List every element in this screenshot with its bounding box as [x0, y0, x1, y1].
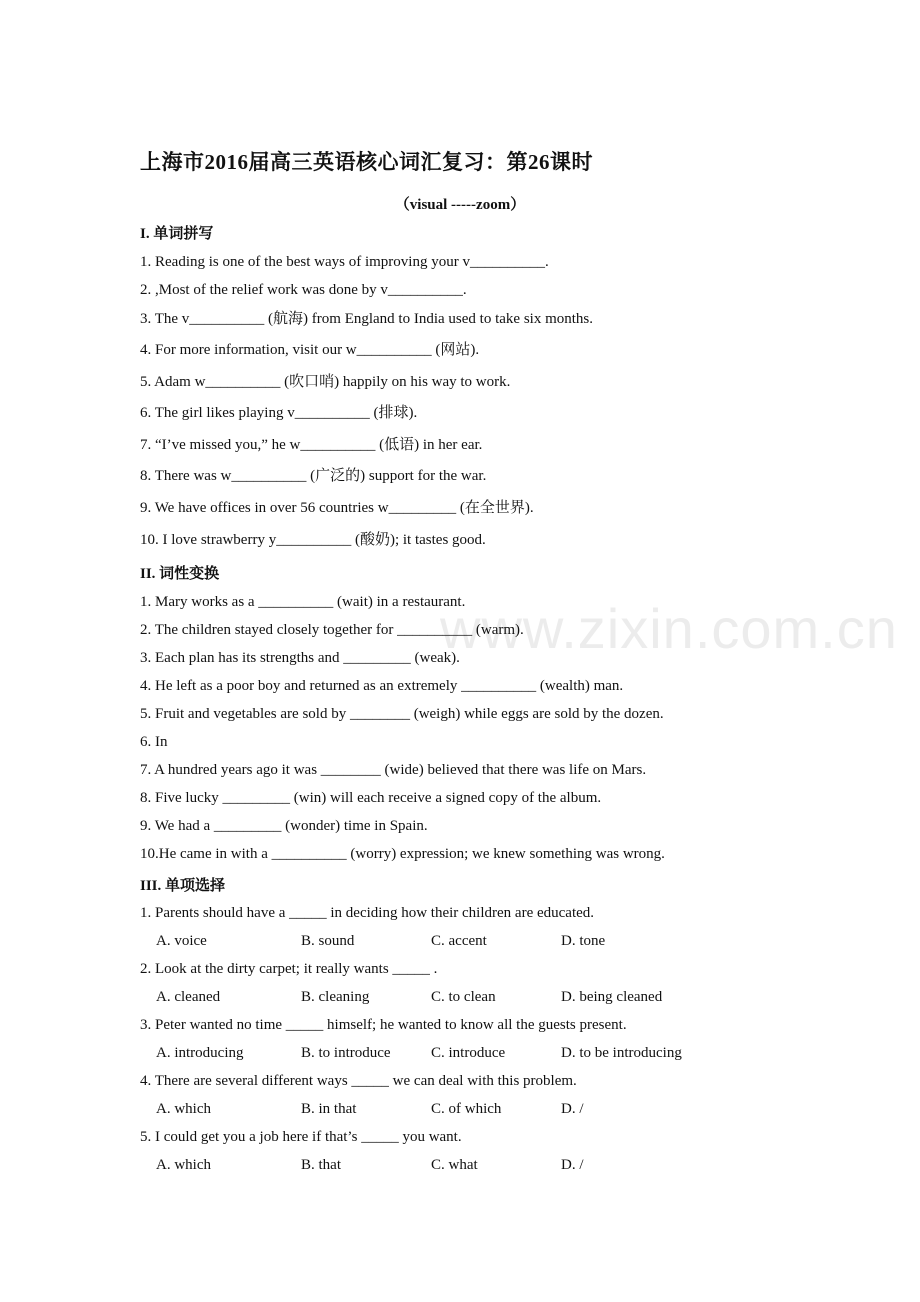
spelling-item: 4. For more information, visit our w__________ (网站). [140, 342, 480, 358]
option-b: B. that [301, 1157, 341, 1173]
question-stem: 1. Parents should have a _____ in deciding how their children are educated. [140, 905, 595, 921]
page-subtitle: （visual -----zoom） [394, 197, 526, 213]
option-c: C. what [431, 1157, 478, 1173]
spelling-item: 2. ,Most of the relief work was done by v__________. [140, 282, 467, 298]
word-form-item: 8. Five lucky _________ (win) will each receive a signed copy of the album. [140, 790, 602, 806]
page-title: 上海市2016届高三英语核心词汇复习：第26课时 [140, 150, 593, 174]
spelling-item: 9. We have offices in over 56 countries w_________ (在全世界). [140, 500, 534, 516]
option-d: D. to be introducing [561, 1045, 682, 1061]
spelling-item: 5. Adam w__________ (吹口哨) happily on his way to work. [140, 374, 511, 390]
option-c: C. of which [431, 1101, 502, 1117]
section-heading-multiple-choice: III. 单项选择 [140, 878, 226, 894]
option-d: D. / [561, 1101, 584, 1117]
option-b: B. cleaning [301, 989, 370, 1005]
spelling-item: 6. The girl likes playing v__________ (排球). [140, 405, 418, 421]
option-d: D. / [561, 1157, 584, 1173]
option-a: A. cleaned [156, 989, 221, 1005]
question-stem: 3. Peter wanted no time _____ himself; he wanted to know all the guests present. [140, 1017, 627, 1033]
option-c: C. accent [431, 933, 487, 949]
option-a: A. introducing [156, 1045, 244, 1061]
spelling-item: 10. I love strawberry y__________ (酸奶); it tastes good. [140, 532, 486, 548]
spelling-item: 8. There was w__________ (广泛的) support for the war. [140, 468, 487, 484]
word-form-item: 4. He left as a poor boy and returned as an extremely __________ (wealth) man. [140, 678, 624, 694]
word-form-item: 10.He came in with a __________ (worry) expression; we knew something was wrong. [140, 846, 665, 862]
section-heading-spelling: I. 单词拼写 [140, 226, 214, 242]
option-c: C. to clean [431, 989, 496, 1005]
spelling-item: 3. The v__________ (航海) from England to India used to take six months. [140, 311, 593, 327]
option-b: B. to introduce [301, 1045, 391, 1061]
option-a: A. which [156, 1101, 211, 1117]
option-b: B. in that [301, 1101, 357, 1117]
option-b: B. sound [301, 933, 355, 949]
spelling-item: 7. “I’ve missed you,” he w__________ (低语) in her ear. [140, 437, 483, 453]
word-form-item: 9. We had a _________ (wonder) time in Spain. [140, 818, 428, 834]
option-a: A. which [156, 1157, 211, 1173]
word-form-item: 6. In [140, 734, 168, 750]
watermark: www.zixin.com.cn [440, 597, 898, 660]
question-stem: 2. Look at the dirty carpet; it really wants _____ . [140, 961, 438, 977]
word-form-item: 5. Fruit and vegetables are sold by ________ (weigh) while eggs are sold by the dozen. [140, 706, 664, 722]
spelling-item: 1. Reading is one of the best ways of improving your v__________. [140, 254, 549, 270]
option-d: D. being cleaned [561, 989, 663, 1005]
word-form-item: 1. Mary works as a __________ (wait) in a restaurant. [140, 594, 466, 610]
option-a: A. voice [156, 933, 207, 949]
word-form-item: 7. A hundred years ago it was ________ (wide) believed that there was life on Mars. [140, 762, 647, 778]
section-heading-word-forms: II. 词性变换 [140, 566, 220, 582]
question-stem: 4. There are several different ways _____ we can deal with this problem. [140, 1073, 577, 1089]
word-form-item: 2. The children stayed closely together for __________ (warm). [140, 622, 524, 638]
option-c: C. introduce [431, 1045, 506, 1061]
word-form-item: 3. Each plan has its strengths and _________ (weak). [140, 650, 460, 666]
question-stem: 5. I could get you a job here if that’s _____ you want. [140, 1129, 462, 1145]
option-d: D. tone [561, 933, 606, 949]
